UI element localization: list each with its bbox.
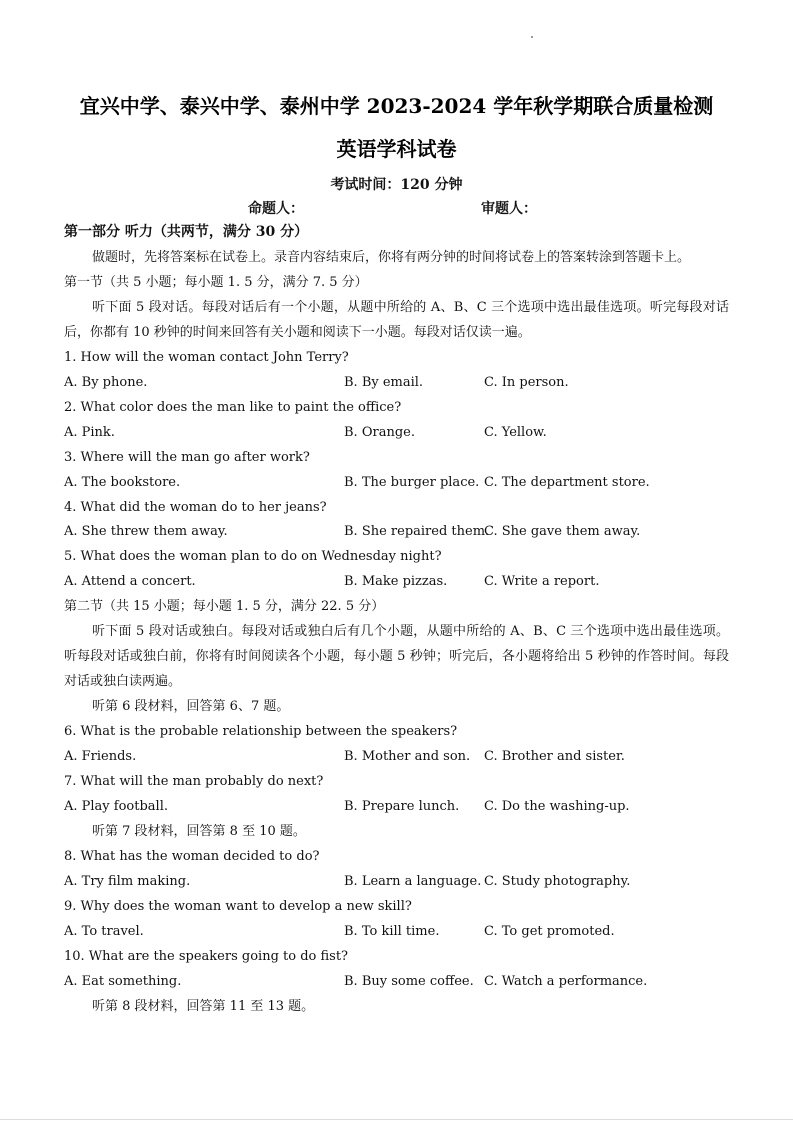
section1-heading: 第一节（共 5 小题；每小题 1. 5 分，满分 7. 5 分）: [64, 275, 368, 290]
question-8: 8. What has the woman decided to do?: [64, 849, 320, 864]
q7-option-a: A. Play football.: [64, 799, 168, 814]
section2-directions: 听下面 5 段对话或独白。每段对话或独白后有几个小题，从题中所给的 A、B、C 三个选项中选出最佳选项。听每段对话或独白前，你将有时间阅读各个小题，每小题 5 秒钟；听完后，各小题将给出 5 秒钟的作答时间。每段对话或独白读两遍。: [64, 624, 729, 689]
setter-label: 命题人：: [248, 201, 304, 217]
q10-option-c: C. Watch a performance.: [484, 974, 648, 989]
q1-option-b: B. By email.: [344, 375, 424, 390]
q3-option-c: C. The department store.: [484, 475, 650, 490]
q2-option-a: A. Pink.: [64, 425, 115, 440]
scan-dot: [531, 36, 533, 38]
q7-option-c: C. Do the washing-up.: [484, 799, 630, 814]
question-4: 4. What did the woman do to her jeans?: [64, 500, 327, 515]
q8-option-a: A. Try film making.: [64, 874, 191, 889]
q6-option-a: A. Friends.: [64, 749, 137, 764]
q9-option-b: B. To kill time.: [344, 924, 440, 939]
q5-option-c: C. Write a report.: [484, 574, 600, 589]
q7-option-b: B. Prepare lunch.: [344, 799, 460, 814]
question-9: 9. Why does the woman want to develop a new skill?: [64, 899, 412, 914]
q10-option-a: A. Eat something.: [64, 974, 182, 989]
section1-directions: 听下面 5 段对话。每段对话后有一个小题，从题中所给的 A、B、C 三个选项中选出最佳选项。听完每段对话后，你都有 10 秒钟的时间来回答有关小题和阅读下一小题。每段对话仅读一遍。: [64, 300, 729, 340]
exam-title: 宜兴中学、泰兴中学、泰州中学 2023-2024 学年秋学期联合质量检测: [79, 94, 714, 118]
question-10: 10. What are the speakers going to do fist?: [64, 949, 349, 964]
q4-option-a: A. She threw them away.: [64, 524, 228, 539]
q3-option-b: B. The burger place.: [344, 475, 480, 490]
q6-option-b: B. Mother and son.: [344, 749, 471, 764]
q8-option-b: B. Learn a language.: [344, 874, 482, 889]
exam-time: 考试时间：120 分钟: [330, 177, 463, 193]
question-3: 3. Where will the man go after work?: [64, 450, 310, 465]
q6-option-c: C. Brother and sister.: [484, 749, 625, 764]
material-6-note: 听第 6 段材料，回答第 6、7 题。: [92, 699, 290, 714]
question-6: 6. What is the probable relationship between the speakers?: [64, 724, 458, 739]
question-5: 5. What does the woman plan to do on Wednesday night?: [64, 549, 442, 564]
q4-option-c: C. She gave them away.: [484, 524, 641, 539]
page-bottom-divider: [0, 1119, 793, 1120]
q1-option-a: A. By phone.: [64, 375, 148, 390]
q10-option-b: B. Buy some coffee.: [344, 974, 474, 989]
part1-instruction: 做题时，先将答案标在试卷上。录音内容结束后，你将有两分钟的时间将试卷上的答案转涂到答题卡上。: [92, 250, 691, 265]
q2-option-b: B. Orange.: [344, 425, 415, 440]
q3-option-a: A. The bookstore.: [64, 475, 181, 490]
q9-option-a: A. To travel.: [64, 924, 144, 939]
q2-option-c: C. Yellow.: [484, 425, 547, 440]
question-1: 1. How will the woman contact John Terry?: [64, 350, 349, 365]
q1-option-c: C. In person.: [484, 375, 569, 390]
q9-option-c: C. To get promoted.: [484, 924, 615, 939]
q8-option-c: C. Study photography.: [484, 874, 631, 889]
reviewer-label: 审题人：: [481, 201, 537, 217]
q5-option-a: A. Attend a concert.: [64, 574, 196, 589]
part1-heading: 第一部分 听力（共两节，满分 30 分）: [64, 224, 309, 240]
material-7-note: 听第 7 段材料，回答第 8 至 10 题。: [92, 824, 306, 839]
question-7: 7. What will the man probably do next?: [64, 774, 324, 789]
exam-subtitle: 英语学科试卷: [336, 137, 457, 161]
question-2: 2. What color does the man like to paint the office?: [64, 400, 402, 415]
section2-heading: 第二节（共 15 小题；每小题 1. 5 分，满分 22. 5 分）: [64, 599, 385, 614]
q4-option-b: B. She repaired them.: [344, 524, 490, 539]
q5-option-b: B. Make pizzas.: [344, 574, 448, 589]
material-8-note: 听第 8 段材料，回答第 11 至 13 题。: [92, 999, 315, 1014]
